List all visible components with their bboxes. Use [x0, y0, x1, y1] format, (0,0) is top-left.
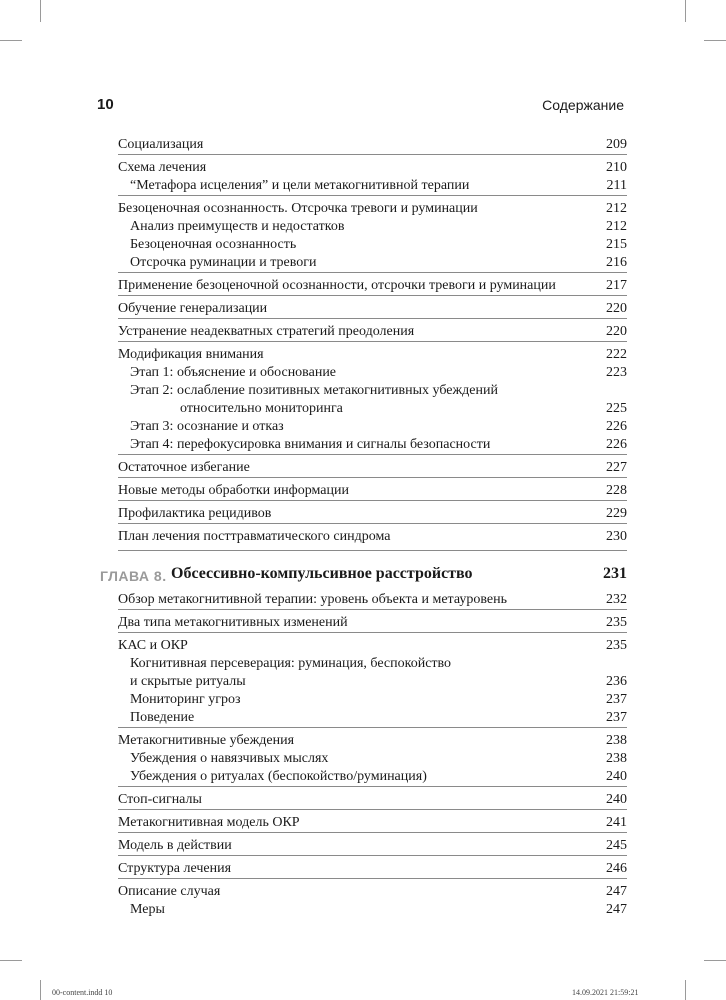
footer-timestamp: 14.09.2021 21:59:21	[572, 988, 639, 997]
toc-entry-title: Модификация внимания	[118, 347, 264, 362]
toc-entry[interactable]	[118, 750, 627, 768]
toc-entry-title: Поведение	[130, 710, 195, 725]
page-number: 10	[97, 96, 114, 113]
toc-entry-page: 226	[606, 437, 627, 452]
toc-entry-page: 209	[606, 137, 627, 152]
toc-entry-title: Этап 3: осознание и отказ	[130, 419, 284, 434]
toc-entry-title: План лечения посттравматического синдрома	[118, 529, 391, 544]
entry-divider	[118, 727, 627, 728]
chapter-label: ГЛАВА 8.	[100, 568, 167, 584]
toc-entry[interactable]	[118, 709, 627, 727]
toc-entry[interactable]	[118, 436, 627, 454]
toc-entry-title: Убеждения о навязчивых мыслях	[130, 751, 329, 766]
toc-entry-page: 240	[606, 769, 627, 784]
toc-entry[interactable]	[118, 346, 627, 364]
toc-entry[interactable]	[118, 591, 627, 609]
toc-entry-page: 212	[606, 201, 627, 216]
toc-entry-page: 226	[606, 419, 627, 434]
toc-entry-page: 211	[606, 178, 627, 193]
entry-divider	[118, 272, 627, 273]
toc-entry-page: 232	[606, 592, 627, 607]
toc-entry-page: 240	[606, 792, 627, 807]
crop-mark-left-bottom	[0, 960, 22, 961]
toc-entry-page: 223	[606, 365, 627, 380]
crop-mark-bottom-left	[40, 980, 41, 1000]
toc-entry-page: 220	[606, 301, 627, 316]
toc-entry-page: 235	[606, 615, 627, 630]
entry-divider	[118, 477, 627, 478]
entry-divider	[118, 809, 627, 810]
toc-entry-title: Стоп-сигналы	[118, 792, 202, 807]
toc-entry-page: 236	[606, 674, 627, 689]
toc-entry[interactable]	[118, 400, 627, 418]
entry-divider	[118, 454, 627, 455]
toc-entry-page: 247	[606, 902, 627, 917]
toc-entry-title: Описание случая	[118, 884, 221, 899]
toc-entry[interactable]	[118, 655, 627, 673]
toc-entry-title: относительно мониторинга	[180, 401, 343, 416]
crop-mark-right-bottom	[704, 960, 726, 961]
toc-entry[interactable]	[118, 277, 627, 295]
toc-entry[interactable]	[118, 883, 627, 901]
toc-entry[interactable]	[118, 505, 627, 523]
toc-entry[interactable]	[118, 200, 627, 218]
toc-entry-title: Меры	[130, 902, 165, 917]
toc-entry[interactable]	[118, 418, 627, 436]
toc-entry-page: 246	[606, 861, 627, 876]
entry-divider	[118, 523, 627, 524]
toc-entry[interactable]	[118, 323, 627, 341]
toc-entry-title: Модель в действии	[118, 838, 232, 853]
toc-entry[interactable]	[118, 691, 627, 709]
toc-entry[interactable]	[118, 637, 627, 655]
crop-mark-left-top	[0, 40, 22, 41]
toc-entry[interactable]	[118, 254, 627, 272]
toc-entry-title: Остаточное избегание	[118, 460, 250, 475]
entry-divider	[118, 878, 627, 879]
toc-entry-title: Два типа метакогнитивных изменений	[118, 615, 348, 630]
toc-entry-title: Применение безоценочной осознанности, отсрочки тревоги и руминации	[118, 278, 556, 293]
entry-divider	[118, 786, 627, 787]
toc-entry-title: Метакогнитивная модель ОКР	[118, 815, 300, 830]
crop-mark-top-left	[40, 0, 41, 22]
toc-entry-page: 225	[606, 401, 627, 416]
toc-entry-title: Отсрочка руминации и тревоги	[130, 255, 317, 270]
toc-entry-page: 215	[606, 237, 627, 252]
toc-entry-page: 238	[606, 751, 627, 766]
table-of-contents	[100, 136, 627, 919]
toc-list-section-a	[118, 136, 627, 551]
chapter-page: 231	[603, 565, 627, 582]
toc-entry-page: 237	[606, 692, 627, 707]
toc-entry-page: 217	[606, 278, 627, 293]
toc-entry-page: 238	[606, 733, 627, 748]
toc-entry-title: Этап 1: объяснение и обоснование	[130, 365, 337, 380]
toc-entry-title: Новые методы обработки информации	[118, 483, 349, 498]
toc-entry-title: Убеждения о ритуалах (беспокойство/руминация)	[130, 769, 427, 784]
footer-file-info: 00-content.indd 10	[52, 988, 113, 997]
toc-entry-title: Профилактика рецидивов	[118, 506, 272, 521]
toc-entry[interactable]	[118, 136, 627, 154]
entry-divider	[118, 295, 627, 296]
toc-entry-title: и скрытые ритуалы	[130, 674, 246, 689]
toc-entry-title: Метакогнитивные убеждения	[118, 733, 295, 748]
toc-entry[interactable]	[118, 814, 627, 832]
chapter-top-divider	[118, 550, 627, 551]
toc-entry[interactable]	[118, 459, 627, 477]
toc-entry-title: Анализ преимуществ и недостатков	[130, 219, 345, 234]
toc-entry-title: Обзор метакогнитивной терапии: уровень объекта и метауровень	[118, 592, 507, 607]
toc-entry-page: 237	[606, 710, 627, 725]
toc-entry-title: Социализация	[118, 137, 204, 152]
toc-entry[interactable]	[118, 768, 627, 786]
entry-divider	[118, 855, 627, 856]
entry-divider	[118, 832, 627, 833]
toc-entry-page: 235	[606, 638, 627, 653]
toc-entry-page: 230	[606, 529, 627, 544]
toc-entry-page: 216	[606, 255, 627, 270]
toc-entry[interactable]	[118, 382, 627, 400]
toc-entry-title: Безоценочная осознанность	[130, 237, 297, 252]
toc-entry-page: 220	[606, 324, 627, 339]
toc-entry-page: 241	[606, 815, 627, 830]
toc-entry[interactable]	[118, 218, 627, 236]
toc-entry-page: 212	[606, 219, 627, 234]
toc-list-section-b	[118, 591, 627, 919]
toc-entry-title: “Метафора исцеления” и цели метакогнитивной терапии	[130, 178, 470, 193]
toc-entry-title: Этап 2: ослабление позитивных метакогнитивных убеждений	[130, 383, 498, 398]
crop-mark-top-right	[685, 0, 686, 22]
toc-entry-title: Обучение генерализации	[118, 301, 268, 316]
crop-mark-right-top	[704, 40, 726, 41]
chapter-heading	[100, 565, 627, 587]
toc-entry[interactable]	[118, 177, 627, 195]
toc-entry-page: 247	[606, 884, 627, 899]
crop-mark-bottom-right	[685, 980, 686, 1000]
toc-entry-title: Безоценочная осознанность. Отсрочка тревоги и руминации	[118, 201, 478, 216]
toc-entry-page: 210	[606, 160, 627, 175]
toc-entry[interactable]	[118, 901, 627, 919]
toc-entry-title: Устранение неадекватных стратегий преодоления	[118, 324, 415, 339]
toc-entry-page: 227	[606, 460, 627, 475]
toc-entry[interactable]	[118, 837, 627, 855]
toc-entry-title: КАС и ОКР	[118, 638, 188, 653]
toc-entry-title: Схема лечения	[118, 160, 207, 175]
chapter-title: Обсессивно-компульсивное расстройство	[171, 565, 473, 582]
toc-entry-page: 222	[606, 347, 627, 362]
toc-entry-page: 229	[606, 506, 627, 521]
entry-divider	[118, 318, 627, 319]
toc-entry-page: 245	[606, 838, 627, 853]
entry-divider	[118, 609, 627, 610]
toc-entry[interactable]	[118, 236, 627, 254]
toc-entry-page: 228	[606, 483, 627, 498]
running-header: Содержание	[542, 97, 624, 113]
toc-entry-title: Когнитивная персеверация: руминация, беспокойство	[130, 656, 452, 671]
toc-entry[interactable]	[118, 300, 627, 318]
entry-divider	[118, 500, 627, 501]
toc-entry[interactable]	[118, 614, 627, 632]
entry-divider	[118, 195, 627, 196]
toc-entry[interactable]	[118, 482, 627, 500]
toc-entry[interactable]	[118, 791, 627, 809]
toc-entry[interactable]	[118, 159, 627, 177]
toc-entry[interactable]	[118, 673, 627, 691]
toc-entry-title: Этап 4: перефокусировка внимания и сигналы безопасности	[130, 437, 491, 452]
entry-divider	[118, 341, 627, 342]
entry-divider	[118, 154, 627, 155]
toc-entry[interactable]	[118, 364, 627, 382]
entry-divider	[118, 632, 627, 633]
toc-entry[interactable]	[118, 528, 627, 546]
toc-entry[interactable]	[118, 732, 627, 750]
toc-entry[interactable]	[118, 860, 627, 878]
toc-entry-title: Структура лечения	[118, 861, 232, 876]
toc-entry-title: Мониторинг угроз	[130, 692, 241, 707]
